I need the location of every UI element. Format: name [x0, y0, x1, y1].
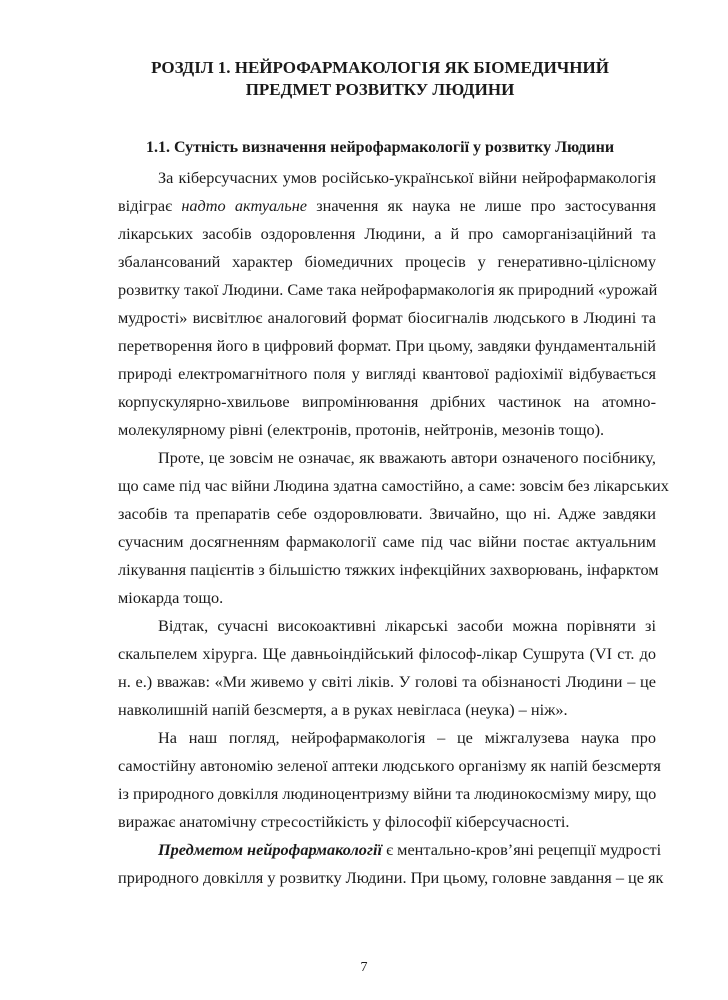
text-span: є ментально-кров’яні рецепції мудрості [382, 840, 662, 859]
text-line: молекулярному рівні (електронів, протонів, нейтронів, мезонів тощо). [118, 420, 605, 439]
text-line [118, 192, 656, 220]
defined-term: Предметом нейрофармакології [158, 840, 383, 859]
text-line: лікування пацієнтів з більшістю тяжких інфекційних захворювань, інфарктом [118, 560, 659, 579]
body-text [118, 164, 669, 892]
text-line: Проте, це зовсім не означає, як вважають автори означеного посібнику, [158, 448, 656, 467]
text-line: скальпелем хірурга. Ще давньоіндійський філософ-лікар Сушрута (VI ст. до [118, 644, 656, 663]
page-number: 7 [360, 960, 368, 975]
text-line: корпускулярно-хвильове випромінювання дрібних частинок на атомно- [118, 392, 656, 411]
text-line: міокарда тощо. [118, 588, 224, 607]
emphasis-text: надто актуальне [181, 196, 307, 215]
text-line: розвитку такої Людини. Саме така нейрофармакологія як природний «урожай [118, 280, 658, 299]
paragraph-4 [118, 724, 661, 836]
text-line: н. е.) вважав: «Ми живемо у світі ліків. У голові та обізнаності Людини – це [118, 672, 656, 691]
chapter-heading [100, 57, 660, 101]
text-span: відіграє [118, 196, 182, 215]
chapter-heading-line-2: ПРЕДМЕТ РОЗВИТКУ ЛЮДИНИ [245, 80, 515, 99]
text-line: виражає анатомічну стресостійкість у філософії кіберсучасності. [118, 812, 570, 831]
chapter-heading-line-1: РОЗДІЛ 1. НЕЙРОФАРМАКОЛОГІЯ ЯК БІОМЕДИЧНИЙ [151, 58, 609, 77]
paragraph-3 [118, 612, 656, 724]
text-line: лікарських засобів оздоровлення Людини, а й про саморганізаційний та [118, 224, 656, 243]
text-line: самостійну автономію зеленої аптеки людського організму як напій безсмертя [118, 756, 661, 775]
text-line: природного довкілля у розвитку Людини. При цьому, головне завдання – це як [118, 868, 664, 887]
section-title: 1.1. Сутність визначення нейрофармакології у розвитку Людини [145, 139, 615, 156]
text-line: На наш погляд, нейрофармакологія – це міжгалузева наука про [158, 728, 656, 747]
text-line [118, 836, 662, 864]
text-line: мудрості» висвітлює аналоговий формат біосигналів людського в Людині та [118, 308, 656, 327]
paragraph-5 [118, 836, 664, 892]
text-line: що саме під час війни Людина здатна самостійно, а саме: зовсім без лікарських [118, 476, 669, 495]
text-line: навколишній напій безсмертя, а в руках невігласа (неука) – ніж». [118, 700, 568, 719]
text-span: значення як наука не лише про застосування [307, 196, 657, 215]
text-line: За кіберсучасних умов російсько-української війни нейрофармакологія [158, 168, 656, 187]
text-line: засобів та препаратів себе оздоровлювати. Звичайно, що ні. Адже завдяки [118, 504, 656, 523]
text-line: природі електромагнітного поля у вигляді квантової радіохімії відбувається [118, 364, 656, 383]
text-line: збалансований характер біомедичних процесів у генеративно-цілісному [118, 252, 656, 271]
paragraph-1 [118, 164, 656, 444]
text-line: перетворення його в цифровий формат. При цьому, завдяки фундаментальній [118, 336, 656, 355]
text-line: із природного довкілля людиноцентризму війни та людинокосмізму миру, що [118, 784, 657, 803]
text-line: сучасним досягненням фармакології саме під час війни постає актуальним [118, 532, 656, 551]
paragraph-2 [118, 444, 669, 612]
text-line: Відтак, сучасні високоактивні лікарські засоби можна порівняти зі [158, 616, 656, 635]
